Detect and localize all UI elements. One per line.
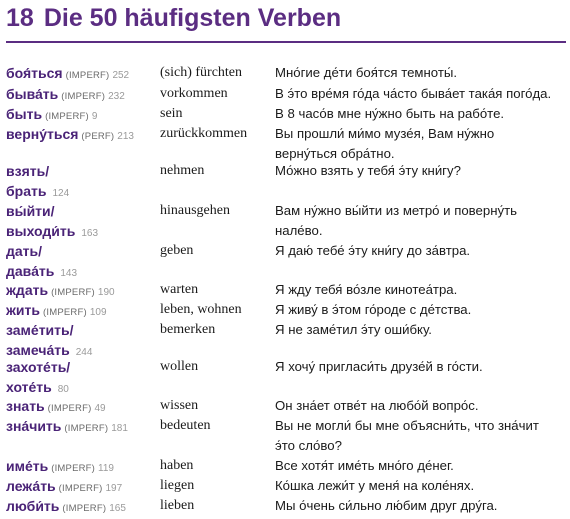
verb-word: быть — [6, 106, 43, 122]
entry-line — [0, 496, 570, 516]
verb-word: зна́чить — [6, 418, 62, 434]
frequency-rank: 124 — [52, 188, 70, 199]
entry-line — [0, 357, 570, 377]
frequency-rank: 232 — [108, 91, 125, 102]
verb-word: ждать — [6, 282, 49, 298]
verb-word: взять/ — [6, 163, 50, 179]
entry-line — [0, 181, 570, 201]
verb-word: вы́йти/ — [6, 203, 55, 219]
german-translation: lieben — [160, 498, 195, 513]
example-sentence: Я не заме́тил э́ту оши́бку. — [275, 322, 432, 337]
example-sentence: верну́ться обра́тно. — [275, 146, 395, 161]
verb-entry — [0, 496, 570, 516]
verb-word: люби́ть — [6, 498, 60, 514]
german-translation: hinausgehen — [160, 203, 230, 218]
example-sentence: Вам ну́жно вы́йти из метро́ и поверну́ть — [275, 203, 517, 218]
verb-word: жить — [6, 302, 40, 318]
entry-line — [0, 241, 570, 261]
german-translation: wollen — [160, 359, 199, 374]
verb-entry — [0, 201, 570, 241]
verb-cell — [6, 63, 129, 86]
entry-line — [0, 201, 570, 221]
verb-entry — [0, 84, 570, 104]
example-sentence: Я даю́ тебе́ э́ту кни́гу до за́втра. — [275, 243, 471, 258]
verb-word: замеча́ть — [6, 342, 70, 358]
verb-word: боя́ться — [6, 65, 63, 81]
entry-line — [0, 104, 570, 124]
verb-entry — [0, 241, 570, 281]
example-sentence: Я жду тебя́ во́зле кинотеа́тра. — [275, 282, 458, 297]
aspect-tag: (IMPERF) — [47, 403, 92, 414]
example-sentence: В э́то вре́мя го́да ча́сто быва́ет така́я пого́да. — [275, 86, 552, 101]
entry-line — [0, 124, 570, 144]
entry-line — [0, 416, 570, 436]
verb-entry — [0, 357, 570, 397]
german-translation: zurückkommen — [160, 126, 248, 141]
german-translation: liegen — [160, 478, 195, 493]
aspect-tag: (IMPERF) — [61, 91, 106, 102]
verb-entry — [0, 124, 570, 164]
entry-line — [0, 377, 570, 397]
german-translation: leben, wohnen — [160, 302, 242, 317]
entry-line — [0, 280, 570, 300]
aspect-tag: (IMPERF) — [58, 483, 103, 494]
german-translation: haben — [160, 458, 194, 473]
frequency-rank: 9 — [91, 111, 98, 122]
frequency-rank: 197 — [105, 483, 123, 494]
frequency-rank: 165 — [109, 503, 126, 514]
verb-entry — [0, 476, 570, 496]
example-sentence: Я живу́ в э́том го́роде с де́тства. — [275, 302, 472, 317]
example-sentence: В 8 часо́в мне ну́жно быть на рабо́те. — [275, 106, 505, 121]
entry-line — [0, 396, 570, 416]
verb-word: дать/ — [6, 243, 43, 259]
german-translation: sein — [160, 106, 183, 121]
german-translation: geben — [160, 243, 194, 258]
example-sentence: Ко́шка лежи́т у меня́ на коле́нях. — [275, 478, 475, 493]
example-sentence: Мы о́чень си́льно лю́бим друг дру́га. — [275, 498, 498, 513]
frequency-rank: 163 — [81, 228, 99, 239]
verb-entry — [0, 161, 570, 201]
chapter-number: 18 — [6, 4, 34, 32]
aspect-tag: (IMPERF) — [43, 307, 87, 318]
frequency-rank: 252 — [112, 70, 130, 81]
verb-word: быва́ть — [6, 86, 59, 102]
verb-word: брать — [6, 183, 47, 199]
example-sentence: Все хотя́т име́ть мно́го де́нег. — [275, 458, 454, 473]
verb-cell — [6, 496, 126, 519]
entry-line — [0, 221, 570, 241]
aspect-tag: (IMPERF) — [65, 70, 110, 81]
verb-entry — [0, 63, 570, 83]
example-sentence: Мо́жно взять у тебя́ э́ту кни́гу? — [275, 163, 461, 178]
german-translation: bedeuten — [160, 418, 211, 433]
header-divider — [6, 41, 566, 43]
frequency-rank: 181 — [111, 423, 128, 434]
verb-word: хоте́ть — [6, 379, 52, 395]
example-sentence: нале́во. — [275, 223, 323, 238]
aspect-tag: (IMPERF) — [64, 423, 109, 434]
verb-word: верну́ться — [6, 126, 79, 142]
example-sentence: Вы прошли́ ми́мо музе́я, Вам ну́жно — [275, 126, 495, 141]
verb-entry — [0, 416, 570, 456]
entry-line — [0, 456, 570, 476]
german-translation: (sich) fürchten — [160, 65, 243, 80]
german-translation: vorkommen — [160, 86, 228, 101]
frequency-rank: 244 — [75, 347, 93, 358]
aspect-tag: (IMPERF) — [62, 503, 107, 514]
verb-entry — [0, 300, 570, 320]
example-sentence: Мно́гие де́ти боя́тся темноты́. — [275, 65, 457, 80]
frequency-rank: 143 — [60, 268, 78, 279]
german-translation: warten — [160, 282, 199, 297]
frequency-rank: 109 — [89, 307, 107, 318]
entry-line — [0, 161, 570, 181]
chapter-title: Die 50 häufigsten Verben — [43, 4, 342, 32]
frequency-rank: 80 — [57, 384, 69, 395]
frequency-rank: 49 — [94, 403, 106, 414]
verb-word: знать — [6, 398, 45, 414]
verb-word: выходи́ть — [6, 223, 76, 239]
entry-line — [0, 320, 570, 340]
verb-word: име́ть — [6, 458, 49, 474]
german-translation: bemerken — [160, 322, 216, 337]
example-sentence: Он зна́ет отве́т на любо́й вопро́с. — [275, 398, 479, 413]
aspect-tag: (IMPERF) — [51, 287, 95, 298]
aspect-tag: (IMPERF) — [51, 463, 96, 474]
entry-line — [0, 84, 570, 104]
german-translation: nehmen — [160, 163, 205, 178]
verb-entry — [0, 280, 570, 300]
verb-entry — [0, 320, 570, 360]
aspect-tag: (IMPERF) — [45, 111, 89, 122]
example-sentence: э́то сло́во? — [275, 438, 342, 453]
example-sentence: Вы не могли́ бы мне объясни́ть, что зна́чит — [275, 418, 539, 433]
entry-line — [0, 63, 570, 83]
entry-line — [0, 261, 570, 281]
frequency-rank: 190 — [97, 287, 115, 298]
entry-line — [0, 476, 570, 496]
verb-word: захоте́ть/ — [6, 359, 71, 375]
verb-word: лежа́ть — [6, 478, 56, 494]
verb-entry — [0, 396, 570, 416]
frequency-rank: 213 — [117, 131, 134, 142]
page-heading — [6, 4, 341, 33]
verb-entry — [0, 104, 570, 124]
entry-line — [0, 436, 570, 456]
aspect-tag: (PERF) — [81, 131, 115, 142]
verb-word: дава́ть — [6, 263, 55, 279]
verb-word: заме́тить/ — [6, 322, 74, 338]
german-translation: wissen — [160, 398, 199, 413]
verb-entry — [0, 456, 570, 476]
entry-line — [0, 300, 570, 320]
example-sentence: Я хочу́ пригласи́ть друзе́й в го́сти. — [275, 359, 483, 374]
frequency-rank: 119 — [98, 463, 114, 474]
